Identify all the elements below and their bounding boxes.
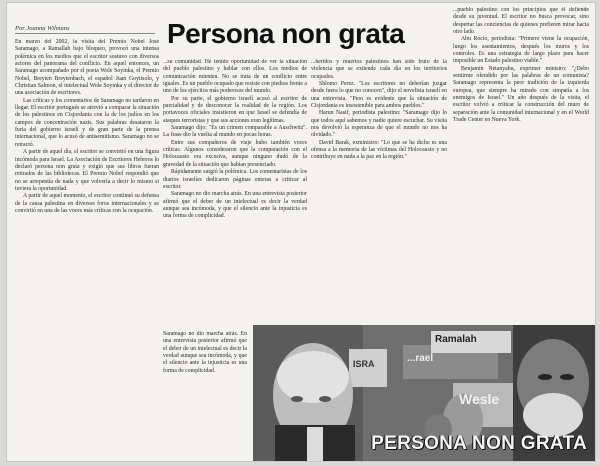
paragraph: Saramago no dio marcha atrás. En una entrevista posterior afirmó que el deber de un intelectual es decir la verdad aunque sea incómoda, y que el silencio ante la injusticia es una forma de complicidad. <box>163 191 307 220</box>
paragraph: ...pueblo palestino con los principios que él defiende desde su juventud. El escritor no busca provocar, sino despertar las conciencias de quienes prefieren mirar hacia otro lado. <box>453 7 589 36</box>
column-2 <box>163 59 307 325</box>
paragraph: Entre sus compañeros de viaje hubo también voces críticas. Algunos consideraron que la comparación con el Holocausto era excesiva, aunque ninguno dudó de la gravedad de la situación que habían presenciado. <box>163 139 307 168</box>
paragraph: Abu Rocio, periodista: "Primero viene la ocupación, luego los asentamientos, después los muros y los controles. Es una estrategia de largo plazo para hacer imposible un Estado palestino viable." <box>453 36 589 65</box>
paragraph: Rápidamente surgió la polémica. Los comentaristas de los diarios israelíes dedicaron páginas enteras a criticar al escritor. <box>163 169 307 190</box>
headline: Persona non grata <box>167 18 405 49</box>
column-2-lower <box>163 331 247 457</box>
paragraph: A partir de aquel momento, el escritor continuó su defensa de la causa palestina en diversos foros internacionales y se convirtió en una de las voces más críticas con la ocupación. <box>15 193 159 214</box>
protest-sign: Ramalah <box>435 334 477 345</box>
protest-sign: Wesle <box>459 391 500 407</box>
paragraph: Benjamin Netanyahu, exprimer ministro: "¿Debo sentirme ofendido por las palabras de un comunista? Saramago representa la peor tradición de la izquierda europea, que siempre ha mirado con simpatía a los enemigos de Israel." Un año después de la visita, el escritor volvió a criticar la construcción del muro de separación ante la comunidad internacional y en el World Trade Center en Nueva York. <box>453 65 589 124</box>
column-4 <box>453 7 589 321</box>
news-photo <box>253 325 595 461</box>
paragraph: A partir de aquel día, el escritor se convirtió en una figura incómoda para Israel. La Asociación de Escritores Hebreos lo declaró persona non grata y exigió que sus libros fueran retirados de las bibliotecas. El Premio Nobel respondió que no se arrepentía de nada y que volvería a decir lo mismo si tuviera la oportunidad. <box>15 149 159 192</box>
byline: Por Joanna Wilmans <box>15 25 155 34</box>
paragraph: Harun Nasif, periodista palestino: "Saramago dijo lo que todos aquí sabemos y nadie quiere escuchar. Su visita nos devolvió la esperanza de que el mundo no nos ha olvidado." <box>311 110 447 139</box>
column-1 <box>15 39 159 457</box>
paragraph: Shlomo Perez. "Los escritores no deberían juzgar desde fuera lo que no conocen", dijo el novelista israelí en una entrevista. "Pero es evidente que la situación de Cisjordania es insostenible para ambos pueblos." <box>311 81 447 110</box>
column-3 <box>311 59 447 321</box>
protest-sign: ISRA <box>353 359 375 369</box>
photo-caption: PERSONA NON GRATA <box>371 433 587 454</box>
paragraph: Por su parte, el gobierno israelí acusó al escritor de parcialidad y de desconocer la realidad de la región. Los portavoces oficiales insistieron en que Israel se defendía de ataques terroristas y que sus acciones eran legítimas. <box>163 95 307 124</box>
paragraph: ...heridos y muertos palestinos han sido fruto de la violencia que se extiende cada día en los territorios ocupados. <box>311 59 447 80</box>
paragraph: Las críticas y los comentarios de Saramago no tardaron en llegar. El escritor portugués se atrevió a comparar la situación de los palestinos en Cisjordania con la de los judíos en los campos de concentración nazis. Sus palabras desataron la furia del gobierno israelí y de gran parte de la prensa internacional, que lo acusó de antisemitismo. Saramago no se retractó. <box>15 97 159 148</box>
paragraph: Saramago dijo: "Es un crimen comparable a Auschwitz". La frase dio la vuelta al mundo en pocas horas. <box>163 125 307 139</box>
paragraph: David Barak, exministro: "Lo que se ha dicho es una ofensa a la memoria de las víctimas del Holocausto y no contribuye en nada a la paz en la región." <box>311 139 447 161</box>
paragraph: En marzo del 2002, la visita del Premio Nobel José Saramago, a Ramallah bajo bloqueo, provocó una intensa polémica en los medios que el escritor sostuvo con diversos actores del panorama del conflicto. En aquel entonces, un Saramago acompañado por el poeta Wole Soyinka, el Premio Nobel, Breyten Breytenbach, el español Juan Goytisolo, y Christian Salmon, el intelectual Wole Soyinka y el director de una asociación de escritores. <box>15 39 159 97</box>
protest-sign: ...rael <box>407 353 434 364</box>
newspaper-page <box>7 3 595 461</box>
paragraph: ...su comunidad. He tenido oportunidad de ver la situación del pueblo palestino y hablar con ellos. Los medios de comunicación mienten. No se trata de un conflicto entre iguales. Es un pueblo ocupado que resiste con piedras frente a uno de los ejércitos más poderosos del mundo. <box>163 59 307 95</box>
paragraph: Saramago no dio marcha atrás. En una entrevista posterior afirmó que el deber de un intelectual es decir la verdad aunque sea incómoda, y que el silencio ante la injusticia es una forma de complicidad. <box>163 331 247 374</box>
